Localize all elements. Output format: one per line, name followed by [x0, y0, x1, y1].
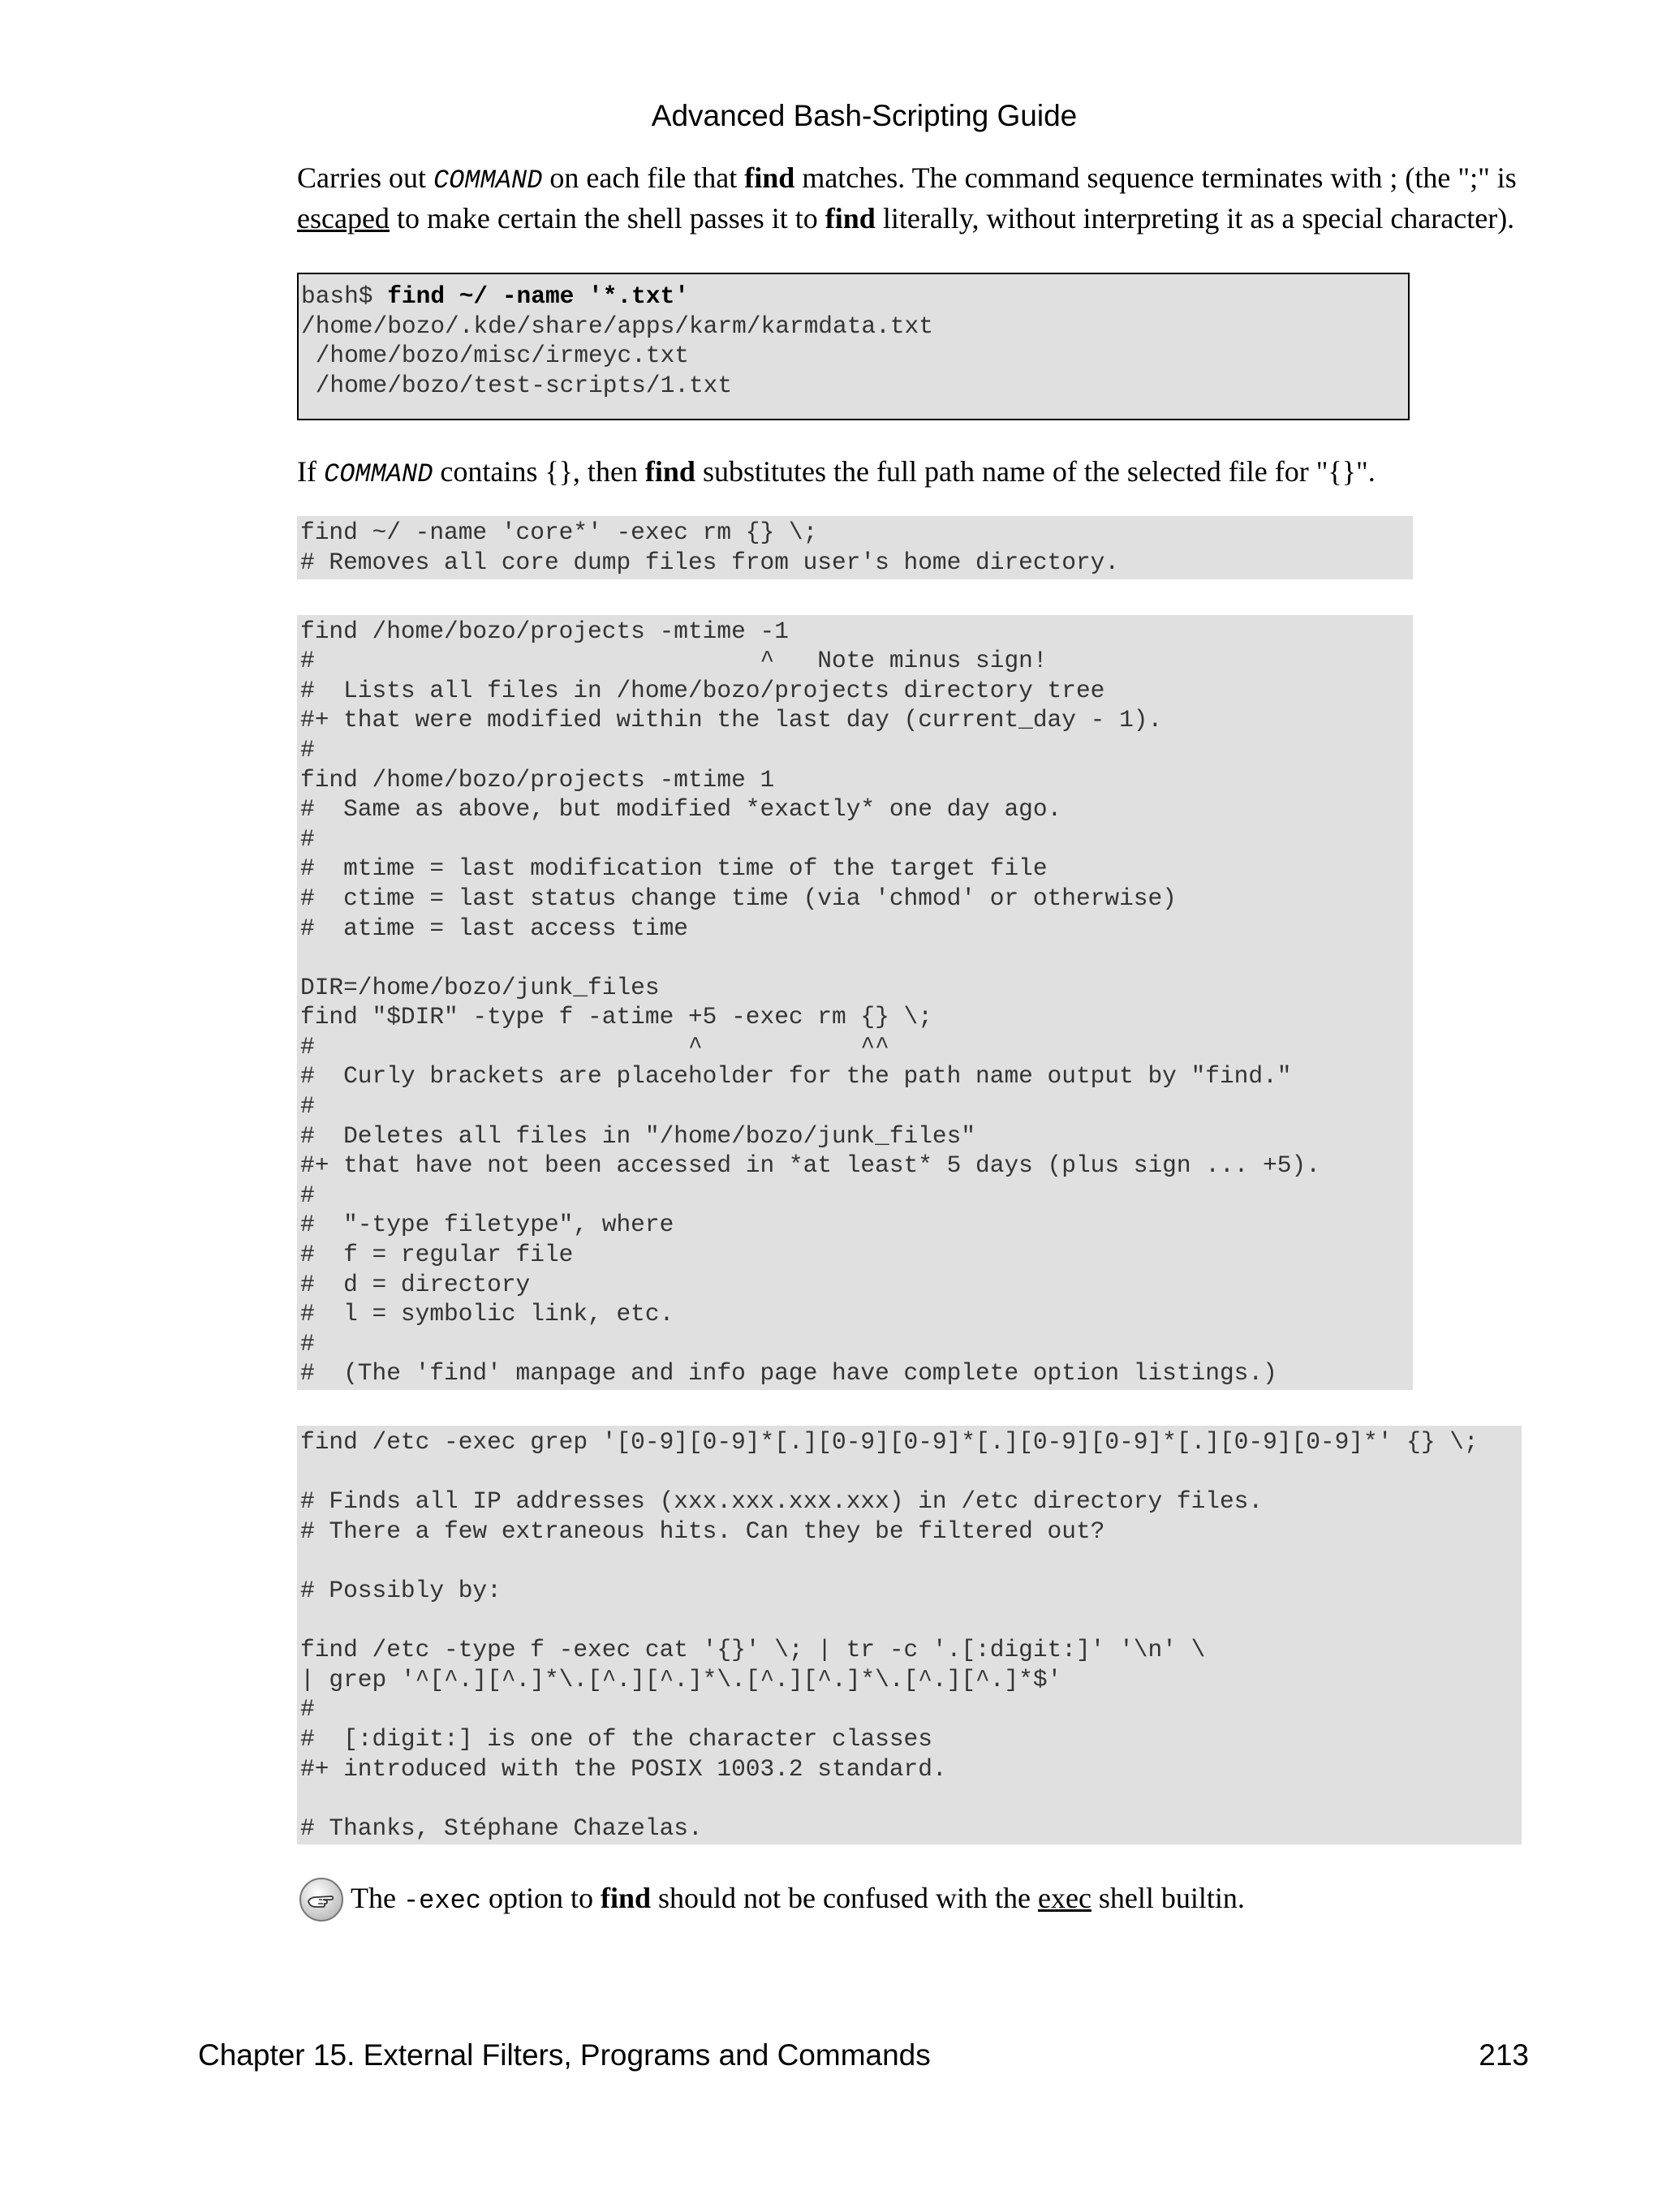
text: to make certain the shell passes it to	[389, 202, 825, 235]
braces-description	[297, 453, 1531, 493]
shell-prompt: bash$	[301, 282, 388, 310]
exec-description	[297, 159, 1531, 237]
chapter-title: Chapter 15. External Filters, Programs and Commands	[198, 2038, 931, 2072]
find-command: find	[744, 161, 795, 194]
code-block-ip-addresses: find /etc -exec grep '[0-9][0-9]*[.][0-9][0-9]*[.][0-9][0-9]*[.][0-9][0-9]*' {} \; # Finds all IP addresses (xxx.xxx.xxx.xxx) in /etc directory files. # There a few extraneous hits. Can they be filtered out? # Possibly by: find /etc -type f -exec cat '{}' \; | tr -c '.[:digit:]' '\n' \ | grep '^[^.][^.]*\.[^.][^.]*\.[^.][^.]*\.[^.][^.]*$' # # [:digit:] is one of the character classes #+ introduced with the POSIX 1003.2 standard. # Thanks, Stéphane Chazelas.	[297, 1426, 1522, 1844]
command-placeholder: COMMAND	[323, 459, 433, 490]
page-number: 213	[1479, 2038, 1529, 2072]
page-header: Advanced Bash-Scripting Guide	[651, 99, 1078, 132]
find-command: find	[825, 202, 876, 235]
code-block-core-dump: find ~/ -name 'core*' -exec rm {} \; # Removes all core dump files from user's home directory.	[297, 516, 1413, 579]
page-footer	[198, 2038, 1529, 2072]
text: The	[351, 1882, 403, 1915]
code-block-mtime: find /home/bozo/projects -mtime -1 # ^ Note minus sign! # Lists all files in /home/bozo/projects directory tree #+ that were modified within the last day (current_day - 1). # find /home/bozo/projects -mtime 1 # Same as above, but modified *exactly* one day ago. # # mtime = last modification time of the target file # ctime = last status change time (via 'chmod' or otherwise) # atime = last access time DIR=/home/bozo/junk_files find "$DIR" -type f -atime +5 -exec rm {} \; # ^ ^^ # Curly brackets are placeholder for the path name output by "find." # # Deletes all files in "/home/bozo/junk_files" #+ that have not been accessed in *at least* 5 days (plus sign ... +5). # # "-type filetype", where # f = regular file # d = directory # l = symbolic link, etc. # # (The 'find' manpage and info page have complete option listings.)	[297, 615, 1413, 1390]
text: shell builtin.	[1091, 1882, 1245, 1915]
text: Carries out	[297, 161, 433, 194]
note	[297, 1877, 1531, 1922]
find-command: find	[644, 455, 695, 488]
escaped-link[interactable]: escaped	[297, 202, 390, 235]
exec-link[interactable]: exec	[1037, 1882, 1091, 1915]
note-hand-icon	[299, 1877, 344, 1922]
text: on each file that	[542, 161, 745, 194]
typed-command: find ~/ -name '*.txt'	[387, 282, 689, 310]
text: substitutes the full path name of the selected file for "{}".	[695, 455, 1376, 488]
command-output: /home/bozo/.kde/share/apps/karm/karmdata.txt /home/bozo/misc/irmeyc.txt /home/bozo/test-scripts/1.txt	[301, 312, 933, 399]
text: contains {}, then	[433, 455, 645, 488]
text: matches. The command sequence terminates with ; (the ";" is	[794, 161, 1517, 194]
command-placeholder: COMMAND	[433, 166, 543, 196]
note-text	[351, 1879, 1245, 1920]
text: should not be confused with the	[651, 1882, 1038, 1915]
text: If	[297, 455, 324, 488]
exec-option: -exec	[403, 1886, 481, 1917]
find-command: find	[601, 1882, 652, 1915]
page-content	[297, 159, 1531, 1922]
terminal-screen-example	[297, 273, 1410, 420]
text: option to	[480, 1882, 601, 1915]
text: literally, without interpreting it as a special character).	[875, 202, 1515, 235]
